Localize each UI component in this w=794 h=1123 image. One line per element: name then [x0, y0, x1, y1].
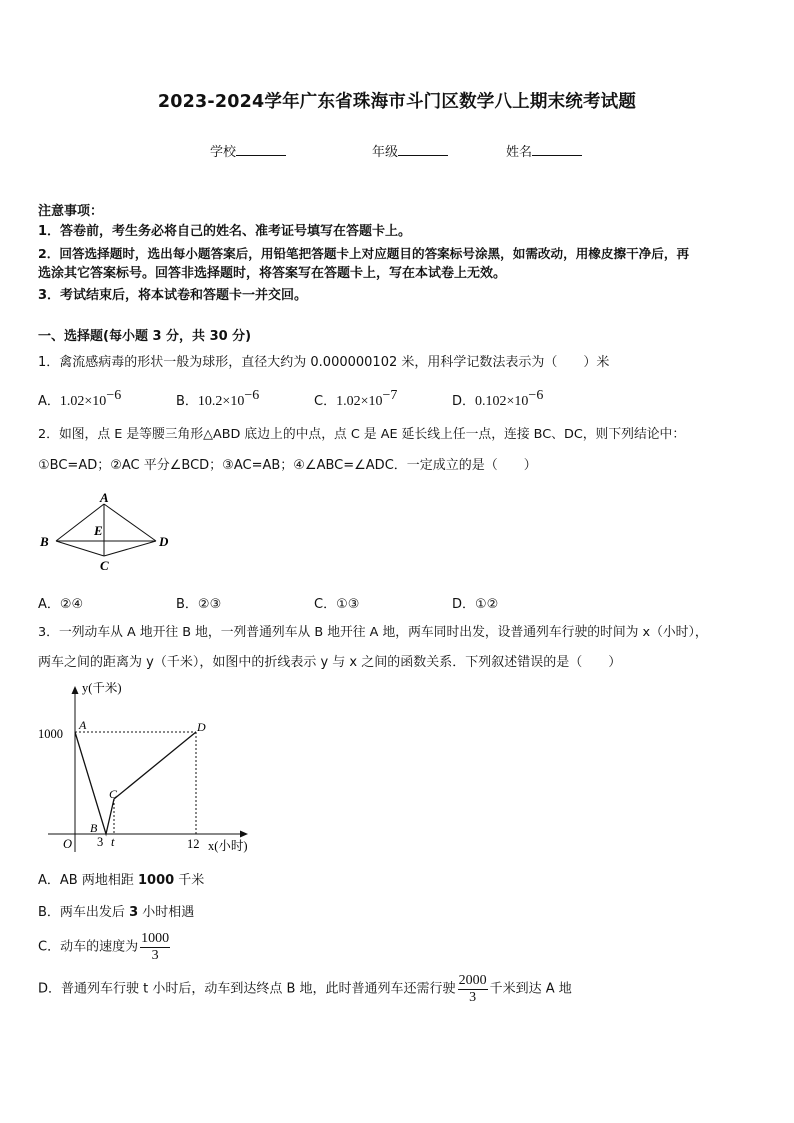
segment-cd	[104, 541, 156, 556]
q3-distance-graph	[30, 682, 270, 857]
notice-item: 2．回答选择题时，选出每小题答案后，用铅笔把答题卡上对应题目的答案标号涂黑，如需改动，用橡皮擦干净后，再	[38, 246, 690, 261]
name-blank	[532, 143, 582, 156]
q1-option-a[interactable]: A．$1.02\times 10^{-6}$	[38, 388, 122, 409]
q3-stem-line2: 两车之间的距离为 y（千米），如图中的折线表示 y 与 x 之间的函数关系．下列叙述错误的是（ ）	[38, 655, 622, 670]
x-axis-label: x(小时)	[208, 839, 248, 853]
school-field[interactable]	[210, 141, 286, 160]
fraction: $\frac{1000}{3}$	[141, 931, 170, 963]
point-label-b: B	[40, 534, 49, 549]
school-blank	[236, 143, 286, 156]
school-label: 学校	[210, 145, 237, 160]
point-label-d: D	[197, 720, 206, 734]
q2-option-d[interactable]: D．①②	[452, 597, 499, 612]
x-tick-12: 12	[187, 837, 200, 851]
q3-option-a[interactable]: A．AB 两地相距 1000 千米	[38, 873, 205, 888]
q3-option-b[interactable]: B．两车出发后 3 小时相遇	[38, 905, 195, 920]
q3-stem-line1: 3．一列动车从 A 地开往 B 地，一列普通列车从 B 地开往 A 地，两车同时出发，设普通列车行驶的时间为 x（小时），	[38, 625, 708, 640]
q2-stem-line1: 2．如图，点 E 是等腰三角形△ABD 底边上的中点，点 C 是 AE 延长线上任一点，连接 BC、DC，则下列结论中：	[38, 427, 686, 442]
grade-blank	[398, 143, 448, 156]
point-label-a: A	[100, 490, 109, 505]
distance-polyline	[75, 732, 196, 834]
point-label-c: C	[109, 787, 118, 801]
q2-stem-line2: ①BC=AD；②AC 平分∠BCD；③AC=AB；④∠ABC=∠ADC．一定成立的是（ ）	[38, 458, 537, 473]
y-tick-1000: 1000	[38, 727, 63, 741]
grade-field[interactable]	[372, 141, 448, 160]
point-label-d: D	[159, 534, 169, 549]
q2-option-b[interactable]: B．②③	[176, 597, 222, 612]
x-tick-3: 3	[97, 835, 104, 849]
q3-option-d[interactable]: D．普通列车行驶 t 小时后，动车到达终点 B 地，此时普通列车还需行驶 $\frac{2000}{3}$ 千米到达 A 地	[38, 973, 572, 1005]
q1-stem: 1．禽流感病毒的形状一般为球形，直径大约为 0.000000102 米，用科学记数法表示为（ ）米	[38, 355, 610, 370]
point-label-c: C	[100, 558, 109, 573]
q1-option-c[interactable]: C．$1.02\times 10^{-7}$	[314, 388, 398, 409]
name-label: 姓名	[506, 145, 533, 160]
section-heading: 一、选择题(每小题 3 分，共 30 分)	[38, 329, 252, 344]
segment-ad	[104, 504, 156, 541]
point-label-b: B	[90, 821, 98, 835]
notice-heading: 注意事项：	[38, 204, 104, 219]
name-field[interactable]	[506, 141, 582, 160]
segment-bc	[56, 541, 104, 556]
q1-option-d[interactable]: D．$0.102\times 10^{-6}$	[452, 388, 544, 409]
x-axis-arrow	[240, 831, 248, 838]
q2-option-a[interactable]: A．②④	[38, 597, 84, 612]
page-title: 2023-2024学年广东省珠海市斗门区数学八上期末统考试题	[157, 92, 637, 112]
point-label-a: A	[79, 718, 87, 732]
fraction: $\frac{2000}{3}$	[458, 973, 487, 1005]
q3-option-c[interactable]: C．动车的速度为 $\frac{1000}{3}$	[38, 931, 170, 963]
notice-item: 选涂其它答案标号。回答非选择题时，将答案写在答题卡上，写在本试卷上无效。	[38, 266, 507, 281]
q2-quadrilateral-figure	[30, 488, 190, 578]
q1-option-b[interactable]: B．$10.2\times 10^{-6}$	[176, 388, 260, 409]
q2-option-c[interactable]: C．①③	[314, 597, 360, 612]
grade-label: 年级	[372, 145, 399, 160]
y-axis-arrow	[72, 686, 79, 694]
x-tick-t: t	[111, 835, 115, 849]
y-axis-label: y(千米)	[82, 682, 122, 695]
notice-item: 1．答卷前，考生务必将自己的姓名、准考证号填写在答题卡上。	[38, 224, 412, 239]
origin-label: O	[63, 837, 73, 851]
point-label-e: E	[94, 523, 103, 538]
notice-item: 3．考试结束后，将本试卷和答题卡一并交回。	[38, 288, 308, 303]
